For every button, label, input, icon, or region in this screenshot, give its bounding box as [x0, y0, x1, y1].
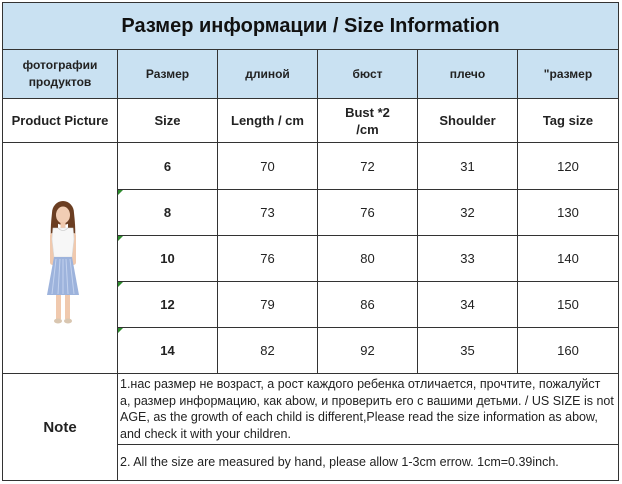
- bust-cell: 86: [318, 282, 418, 328]
- table-title: Размер информации / Size Information: [3, 3, 618, 50]
- bust-cell: 72: [318, 143, 418, 190]
- size-cell: 6: [118, 143, 218, 190]
- size-information-table: [2, 2, 619, 481]
- size-cell: 14: [118, 328, 218, 374]
- header-ru-length: длиной: [218, 50, 318, 99]
- size-cell: 10: [118, 236, 218, 282]
- shoulder-cell: 34: [418, 282, 518, 328]
- bust-cell: 80: [318, 236, 418, 282]
- tag-size-cell: 150: [518, 282, 618, 328]
- product-picture-cell: [3, 143, 118, 374]
- tag-size-cell: 140: [518, 236, 618, 282]
- header-en-tag-size: Tag size: [518, 99, 618, 143]
- corner-marker: [118, 190, 123, 195]
- corner-marker: [118, 282, 123, 287]
- tag-size-cell: 130: [518, 190, 618, 236]
- shoulder-cell: 31: [418, 143, 518, 190]
- size-cell: 8: [118, 190, 218, 236]
- note-text-2: 2. All the size are measured by hand, please allow 1-3cm errow. 1cm=0.39inch.: [120, 455, 559, 470]
- header-en-product-picture: Product Picture: [3, 99, 118, 143]
- header-ru-product-picture: фотографии продуктов: [3, 50, 118, 99]
- note-text-1: 1.нас размер не возраст, а рост каждого ребенка отличается, прочтите, пожалуйст а, размер информацию, как abow, и проверить его с вашими детьми. / US SIZE is not AGE, as the growth of each child is different,Please read the size information as abow, and check it with your children.: [118, 374, 618, 445]
- length-cell: 79: [218, 282, 318, 328]
- note-label: Note: [3, 374, 118, 480]
- header-en-shoulder: Shoulder: [418, 99, 518, 143]
- header-ru-shoulder: плечо: [418, 50, 518, 99]
- header-en-size: Size: [118, 99, 218, 143]
- length-cell: 70: [218, 143, 318, 190]
- length-cell: 73: [218, 190, 318, 236]
- shoulder-cell: 33: [418, 236, 518, 282]
- corner-marker: [118, 328, 123, 333]
- header-en-bust: Bust *2 /cm: [318, 99, 418, 143]
- tag-size-cell: 120: [518, 143, 618, 190]
- product-photo-girl-dress: [41, 199, 85, 327]
- corner-marker: [118, 236, 123, 241]
- header-ru-tag-size: "размер: [518, 50, 618, 99]
- shoulder-cell: 32: [418, 190, 518, 236]
- length-cell: 82: [218, 328, 318, 374]
- shoulder-cell: 35: [418, 328, 518, 374]
- header-ru-size: Размер: [118, 50, 218, 99]
- length-cell: 76: [218, 236, 318, 282]
- bust-cell: 76: [318, 190, 418, 236]
- size-cell: 12: [118, 282, 218, 328]
- tag-size-cell: 160: [518, 328, 618, 374]
- header-en-length: Length / cm: [218, 99, 318, 143]
- header-ru-bust: бюст: [318, 50, 418, 99]
- bust-cell: 92: [318, 328, 418, 374]
